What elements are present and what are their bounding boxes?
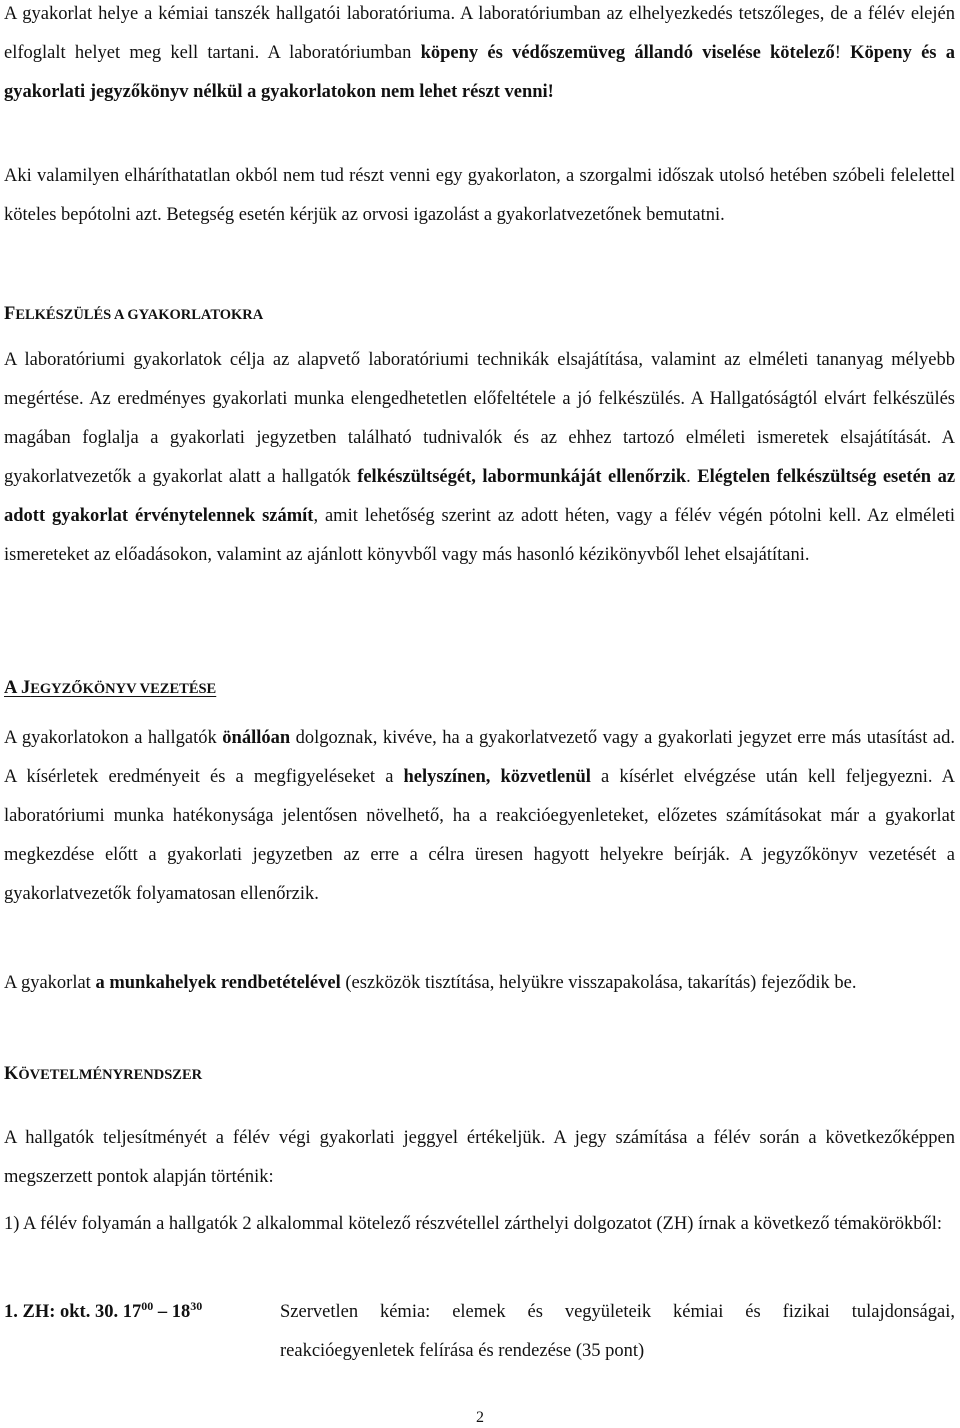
paragraph-cleanup <box>4 964 955 1003</box>
section-heading-requirements <box>4 1062 202 1087</box>
heading-initial: K <box>4 1064 19 1084</box>
text-run: a kísérlet elvégzése után kell feljegyezni. A laboratóriumi munka hatékonysága jelentősen növelhető, ha a reakcióegyenleteket, előzetes számításokat már a gyakorlat megkezdése előtt a gyakorlati jegyzetben az erre a célra üresen hagyott helyekre beírják. A jegyzőkönyv vezetését a gyakorlatvezetők folyamatosan ellenőrzik. <box>4 767 955 904</box>
text-run: A gyakorlat helye a kémiai tanszék hallgatói laboratóriuma. A laboratóriumban az elhelyezkedés tetszőleges, de a félév elején elfoglalt helyet meg kell tartani. A laboratóriumban <box>4 4 955 63</box>
midterm-topic: Szervetlen kémia: elemek és vegyületeik kémiai és fizikai tulajdonságai, reakcióegyenletek felírása és rendezése (35 pont) <box>280 1302 955 1361</box>
section-heading-preparation <box>4 302 263 327</box>
paragraph-preparation <box>4 341 955 575</box>
text-run: dolgoznak, kivéve, ha a gyakorlatvezető vagy a gyakorlati jegyzet erre más utasítást ad. A kísérletek eredményeit és a megfigyeléseket a <box>4 728 955 787</box>
paragraph-lab-rules <box>4 0 955 112</box>
bold-text-run: helyszínen, közvetlenül <box>403 767 591 787</box>
page-number: 2 <box>476 1409 484 1426</box>
end-hour-text: – 18 <box>153 1302 191 1322</box>
midterm-date-label <box>4 1293 202 1332</box>
paragraph-midterms: 1) A félév folyamán a hallgatók 2 alkalommal kötelező részvétellel zárthelyi dolgozatot (ZH) írnak a következő témakörökből: <box>4 1214 943 1234</box>
text-run: A gyakorlat <box>4 973 96 993</box>
bold-text-run: a munkahelyek rendbetételével <box>95 973 341 993</box>
heading-rest: EGYZŐKÖNYV VEZETÉSE <box>30 681 217 697</box>
bold-text-run: önállóan <box>222 728 291 748</box>
text-run: ! <box>834 43 851 63</box>
end-minutes: 30 <box>190 1299 203 1313</box>
text-run: (eszközök tisztítása, helyükre visszapakolása, takarítás) fejeződik be. <box>340 973 857 993</box>
midterm-date-text: 1. ZH: okt. 30. 17 <box>4 1302 142 1322</box>
text-run: , amit lehetőség szerint az adott héten, vagy a félév végén pótolni kell. Az elméleti ismereteket az előadásokon, valamint az ajánlott könyvből vagy más hasonló kézikönyvből lehet elsajátítani. <box>4 506 955 565</box>
heading-initial: A J <box>4 678 31 698</box>
text-run: . <box>686 467 698 487</box>
heading-rest: ÖVETELMÉNYRENDSZER <box>18 1067 203 1083</box>
heading-initial: F <box>4 304 16 324</box>
section-heading-logbook <box>4 676 216 701</box>
bold-text-run: köpeny és védőszemüveg állandó viselése kötelező <box>420 43 835 63</box>
start-minutes: 00 <box>141 1299 154 1313</box>
bold-text-run: felkészültségét, labormunkáját ellenőrzik <box>357 467 687 487</box>
midterm-entry-1 <box>4 1293 955 1373</box>
text-run: A laboratóriumi gyakorlatok célja az alapvető laboratóriumi technikák elsajátítása, valamint az elméleti tananyag mélyebb megértése. Az eredményes gyakorlati munka elengedhetetlen előfeltétele a jó felkészülés. A Hallgatóságtól elvárt felkészülés magában foglalja a gyakorlati jegyzetben található tudnivalók és az ehhez tartozó elméleti ismeretek elsajátítását. A gyakorlatvezetők a gyakorlat alatt a hallgatók <box>4 350 955 487</box>
bold-text-run: Elégtelen felkészültség esetén az adott gyakorlat érvénytelennek számít <box>4 467 956 526</box>
text-run: A gyakorlatokon a hallgatók <box>4 728 223 748</box>
paragraph-absence: Aki valamilyen elháríthatatlan okból nem tud részt venni egy gyakorlaton, a szorgalmi időszak utolsó hetében szóbeli felelettel köteles bepótolni azt. Betegség esetén kérjük az orvosi igazolást a gyakorlatvezetőnek bemutatni. <box>4 166 955 225</box>
bold-text-run: Köpeny és a gyakorlati jegyzőkönyv nélkül a gyakorlatokon nem lehet részt venni! <box>4 43 955 102</box>
paragraph-logbook <box>4 719 955 914</box>
paragraph-grading: A hallgatók teljesítményét a félév végi gyakorlati jeggyel értékeljük. A jegy számítása a félév során a következőképpen megszerzett pontok alapján történik: <box>4 1128 955 1187</box>
heading-rest: ELKÉSZÜLÉS A GYAKORLATOKRA <box>15 307 264 323</box>
